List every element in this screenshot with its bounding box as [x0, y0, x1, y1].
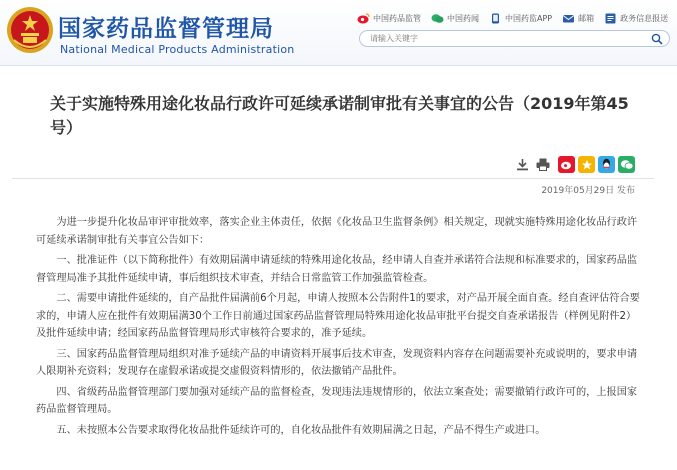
search-box	[359, 30, 670, 47]
national-emblem-icon	[6, 6, 54, 54]
print-button[interactable]	[535, 157, 550, 172]
print-icon	[536, 158, 550, 171]
article-paragraph: 一、批准证件（以下简称批件）有效期届满申请延续的特殊用途化妆品，经申请人自查并承诺符合法规和标准要求的，国家药品监督管理局准予其批件延续申请，事后组织技术审查，并结合日常监管工作加强监管检查。	[36, 255, 638, 284]
weibo-icon	[357, 13, 370, 24]
publish-date: 2019年05月29日 发布	[541, 186, 635, 196]
article-paragraph: 五、未按照本公告要求取得化妆品批件延续许可的，自化妆品批件有效期届满之日起，产品不得生产或进口。	[56, 424, 546, 436]
search-input[interactable]	[370, 32, 640, 45]
report-icon	[604, 13, 617, 24]
site-title-english: National Medical Products Administration	[60, 43, 295, 56]
top-link-label: 中国药闻	[447, 14, 479, 23]
site-header	[0, 0, 677, 66]
article-paragraph: 四、省级药品监督管理部门要加强对延续产品的监督检查，发现违法违规情形的，依法立案查处；需要撤销行政许可的，上报国家药品监督管理局。	[36, 386, 638, 415]
search-icon[interactable]	[651, 33, 663, 45]
top-link-mail[interactable]	[562, 13, 594, 24]
article-paragraph: 为进一步提升化妆品审评审批效率，落实企业主体责任，依据《化妆品卫生监督条例》相关规定，现就实施特殊用途化妆品行政许可延续承诺制审批有关事宜公告如下：	[36, 217, 638, 246]
app-icon	[489, 13, 502, 24]
top-link-label: 邮箱	[578, 14, 595, 23]
share-wechat-button[interactable]	[618, 156, 635, 173]
download-icon	[516, 158, 529, 171]
top-link-label: 政务信息报送	[620, 14, 669, 23]
top-link-report[interactable]	[604, 13, 668, 24]
share-weibo-button[interactable]	[558, 156, 575, 173]
weibo-icon	[560, 159, 573, 170]
download-button[interactable]	[515, 157, 530, 172]
qq-penguin-icon	[601, 158, 612, 171]
top-link-wechat[interactable]	[431, 13, 479, 24]
top-link-label: 中国药监APP	[505, 14, 553, 23]
article-paragraph: 二、需要申请批件延续的，自产品批件届满前6个月起，申请人按照本公告附件1的要求，对产品开展全面自查。经自查评估符合要求的，申请人应在批件有效期届满30个工作日前通过国家药品监督管理局特殊用途化妆品审批平台提交自查承诺报告（样例见附件2）及批件延续申请；经国家药品监督管理局形式审核符合要求的，准予延续。	[36, 293, 640, 339]
top-link-label: 中国药品监管	[373, 14, 421, 23]
article-title: 关于实施特殊用途化妆品行政许可延续承诺制审批有关事宜的公告（2019年第45号）	[50, 94, 629, 137]
wechat-icon	[620, 159, 634, 171]
mail-icon	[562, 13, 575, 24]
site-title[interactable]: 国家药品监督管理局	[58, 16, 274, 42]
top-link-weibo[interactable]	[357, 13, 421, 24]
divider	[12, 178, 654, 179]
wechat-icon	[431, 13, 444, 24]
share-qzone-button[interactable]	[578, 156, 595, 173]
article-tools	[515, 156, 635, 173]
share-qq-button[interactable]	[598, 156, 615, 173]
top-links	[357, 13, 677, 24]
top-link-app[interactable]	[489, 13, 552, 24]
qzone-star-icon	[581, 159, 593, 171]
article-paragraph: 三、国家药品监督管理局组织对准予延续产品的申请资料开展事后技术审查，发现资料内容存在问题需要补充或说明的，要求申请人限期补充资料；发现存在虚假承诺或提交虚假资料情形的，依法撤销产品批件。	[36, 348, 638, 377]
article-body	[36, 214, 641, 442]
